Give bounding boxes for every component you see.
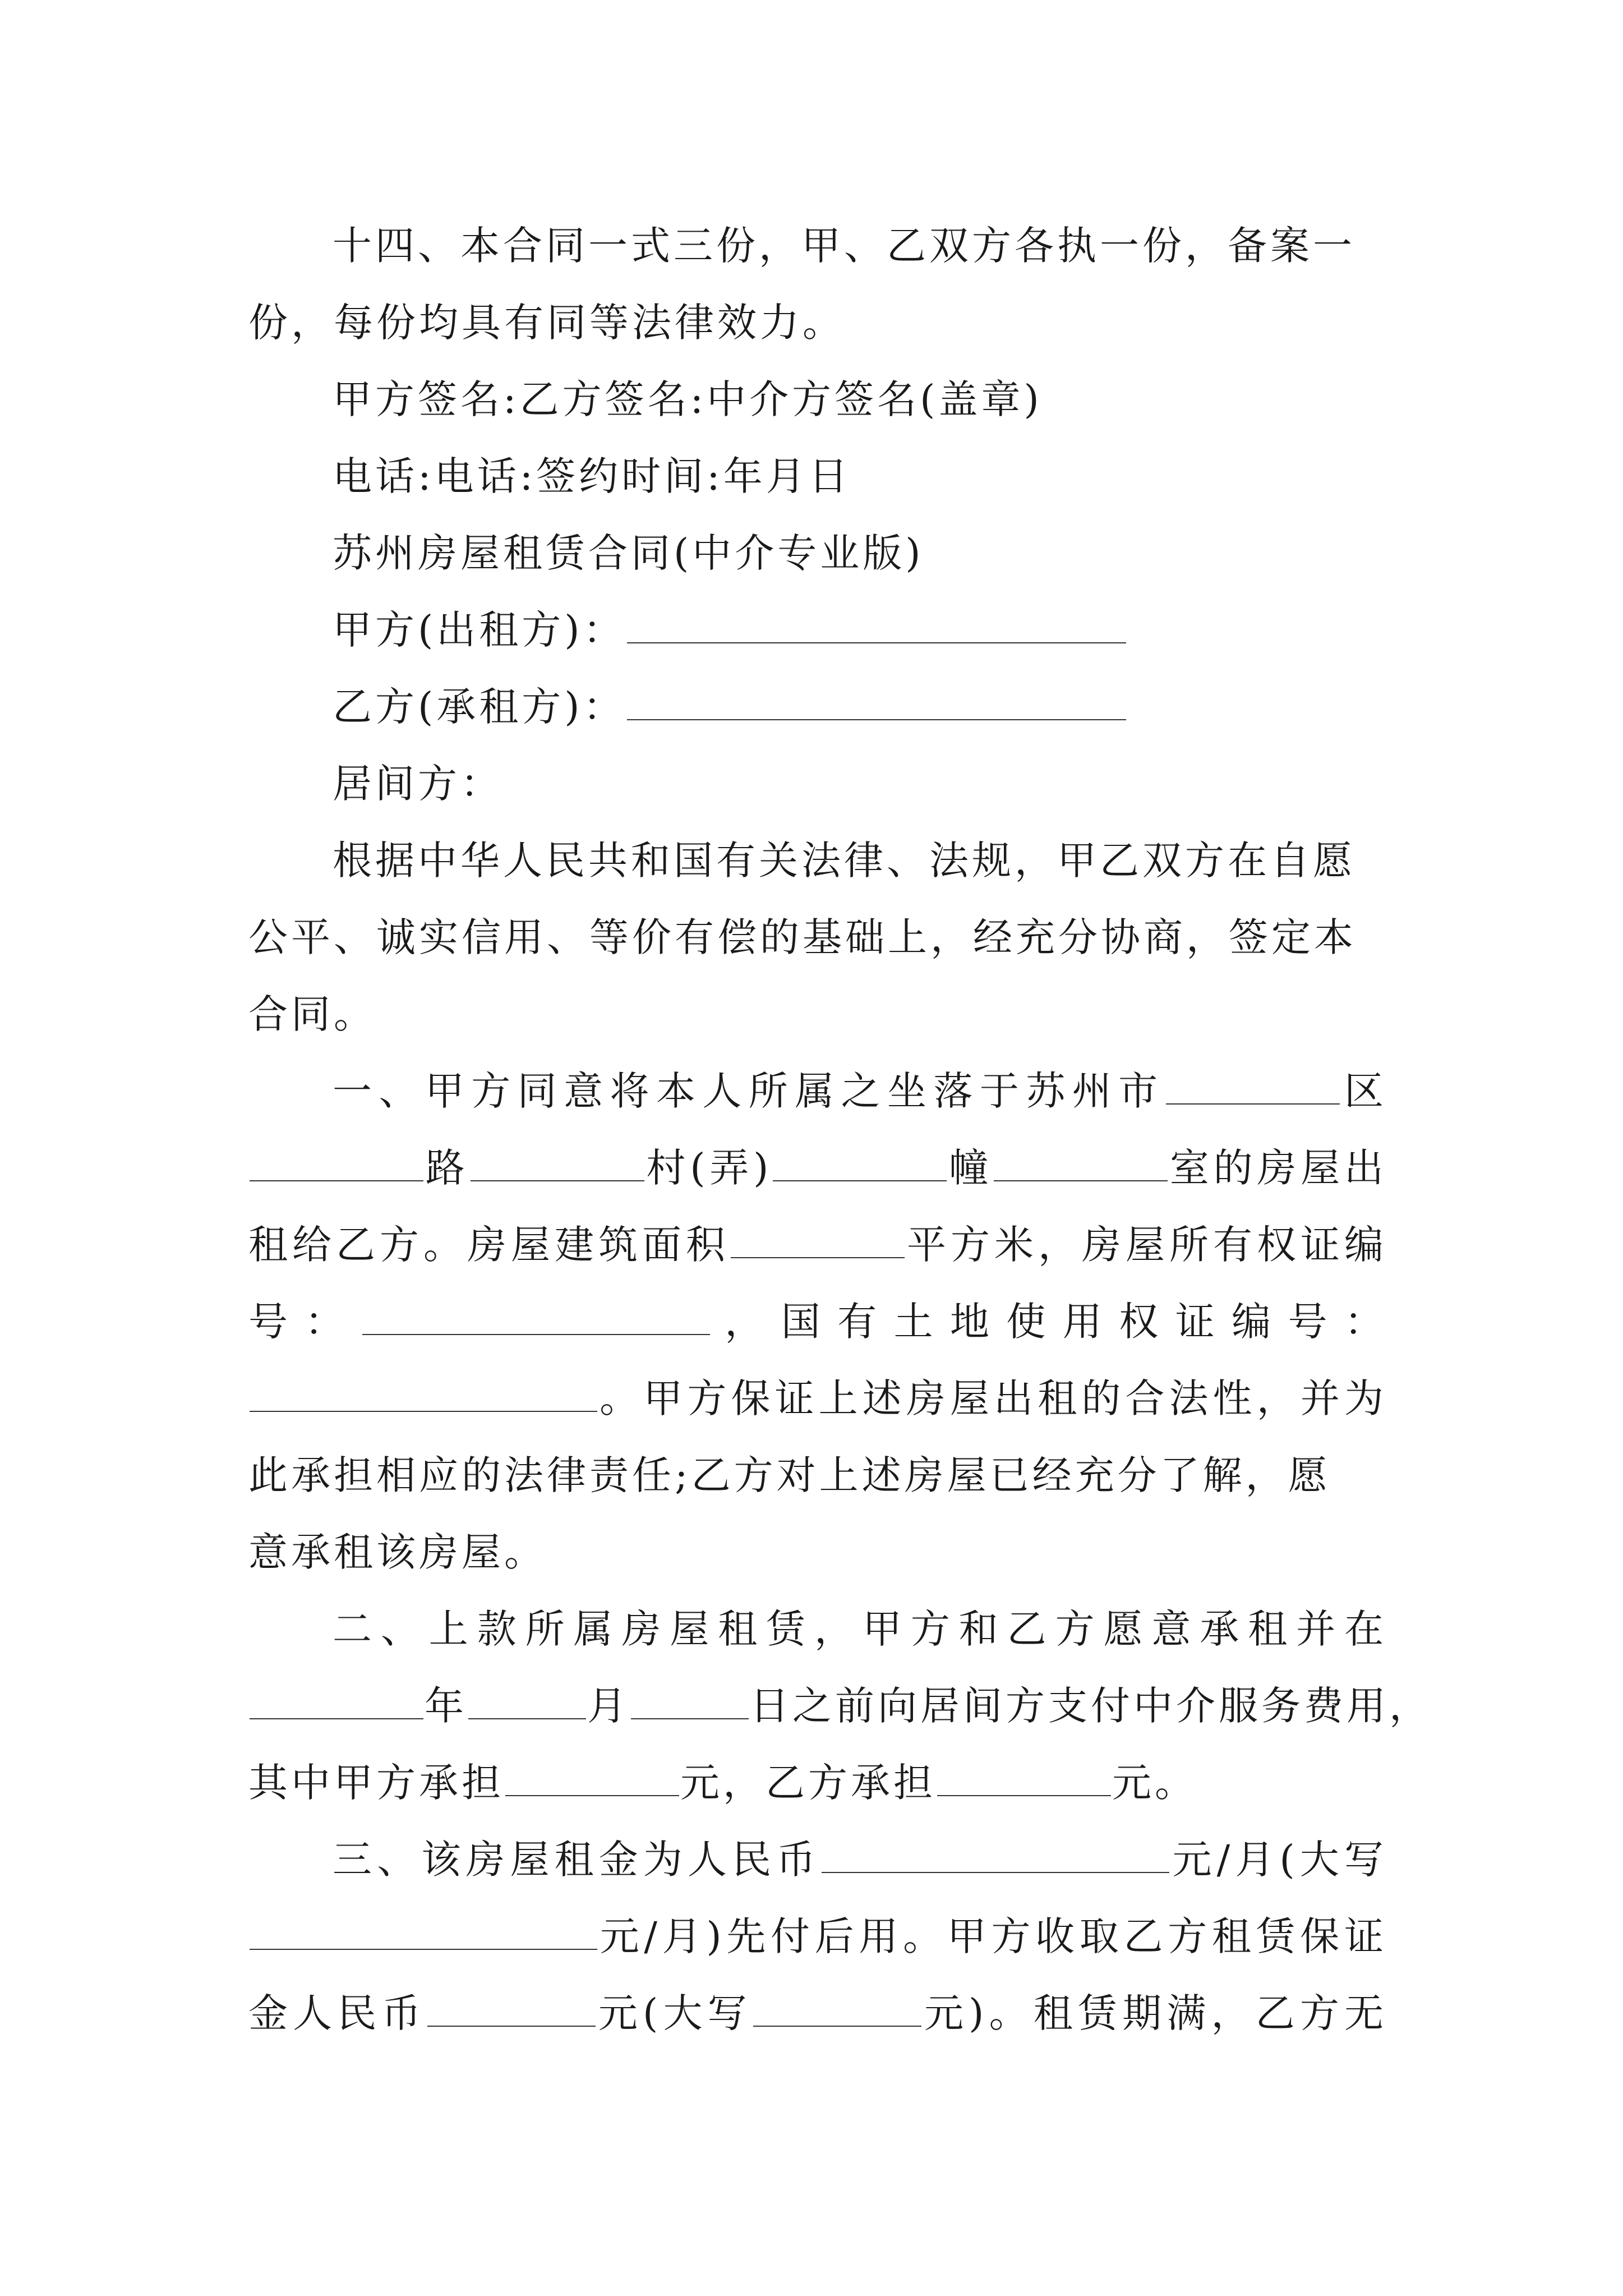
party-b-fee-blank [937,1760,1111,1796]
clause-2-text: 其中甲方承担 [248,1760,504,1806]
party-b-blank [627,684,1126,720]
district-blank [1166,1069,1340,1105]
deposit-uppercase-blank [753,1991,921,2027]
clause-3-text: 元)。租赁期满，乙方无 [922,1990,1387,2036]
deposit-blank [427,1991,596,2027]
clause-1-line-7: 意承租该房屋。 [248,1529,547,1575]
area-blank [731,1222,905,1258]
building-blank [773,1145,947,1181]
phone-date-line: 电话:电话:签约时间:年月日 [333,453,851,499]
clause-3-text: 金人民币 [248,1990,426,2036]
month-blank [468,1683,586,1719]
day-blank [631,1683,749,1719]
party-a-line [248,592,1387,669]
clause-2-text: 日之前向居间方支付中介服务费用， [750,1683,1432,1729]
clause-1-text: 幢 [948,1145,993,1191]
clause-1-line-1 [248,1053,1387,1130]
land-cert-blank [250,1376,597,1412]
clause-2-line-2 [248,1668,1432,1745]
clause-3-line-3 [248,1975,1387,2052]
clause-1-text: 村(弄) [645,1145,772,1191]
village-blank [471,1145,644,1181]
intermediary-label: 居间方： [333,761,503,807]
room-blank [994,1145,1168,1181]
clause-1-line-3 [248,1207,1387,1283]
clause-3-text: 元/月(大写 [1170,1837,1387,1883]
clause-1-text: ，国有土地使用权证编号： [711,1299,1387,1345]
clause-2-line-3 [248,1745,1387,1821]
road-blank [250,1145,423,1181]
rent-amount-blank [822,1837,1169,1873]
clause-2-text: 元。 [1112,1760,1197,1806]
clause-14-line-2: 份，每份均具有同等法律效力。 [248,300,845,346]
clause-1-line-5 [248,1360,1387,1437]
clause-3-text: 三、该房屋租金为人民币 [333,1837,821,1883]
clause-3-line-1 [248,1821,1387,1898]
clause-1-line-2 [248,1130,1387,1207]
preamble-line-2: 公平、诚实信用、等价有偿的基础上，经充分协商，签定本 [248,914,1357,960]
party-b-label: 乙方(承租方)： [333,684,626,730]
clause-1-text: 区 [1340,1068,1387,1114]
clause-3-text: 元/月)先付后用。甲方收取乙方租赁保证 [598,1913,1387,1959]
party-a-blank [627,608,1126,643]
party-a-fee-blank [505,1760,679,1796]
clause-2-text: 月 [587,1683,630,1729]
clause-1-text: 一、甲方同意将本人所属之坐落于苏州市 [333,1068,1165,1114]
signature-line: 甲方签名:乙方签名:中介方签名(盖章) [333,376,1043,422]
clause-1-text: 室的房屋出 [1169,1145,1387,1191]
clause-1-line-4 [248,1283,1387,1360]
clause-1-text: 租给乙方。房屋建筑面积 [248,1222,730,1268]
year-blank [250,1683,423,1719]
rent-uppercase-blank [250,1914,597,1950]
clause-1-text: 。甲方保证上述房屋出租的合法性，并为 [598,1375,1387,1421]
clause-3-text: 元(大写 [596,1990,752,2036]
party-a-label: 甲方(出租方)： [333,607,626,653]
clause-1-text: 平方米，房屋所有权证编 [906,1222,1387,1268]
clause-3-line-2 [248,1898,1387,1975]
clause-1-line-6: 此承担相应的法律责任;乙方对上述房屋已经充分了解，愿 [248,1452,1331,1498]
clause-2-text: 年 [425,1683,467,1729]
preamble-line-3: 合同。 [248,991,376,1037]
preamble-line-1: 根据中华人民共和国有关法律、法规，甲乙双方在自愿 [333,838,1355,884]
clause-2-line-1: 二、上款所属房屋租赁，甲方和乙方愿意承租并在 [333,1606,1387,1652]
clause-1-text: 路 [425,1145,469,1191]
contract-title: 苏州房屋租赁合同(中介专业版) [333,530,924,576]
party-b-line [248,669,1387,746]
clause-1-text: 号： [248,1299,361,1345]
clause-14-line-1: 十四、本合同一式三份，甲、乙双方各执一份，备案一 [333,223,1355,269]
ownership-cert-blank [362,1299,710,1335]
clause-2-text: 元，乙方承担 [680,1760,936,1806]
contract-body [248,208,1432,2052]
